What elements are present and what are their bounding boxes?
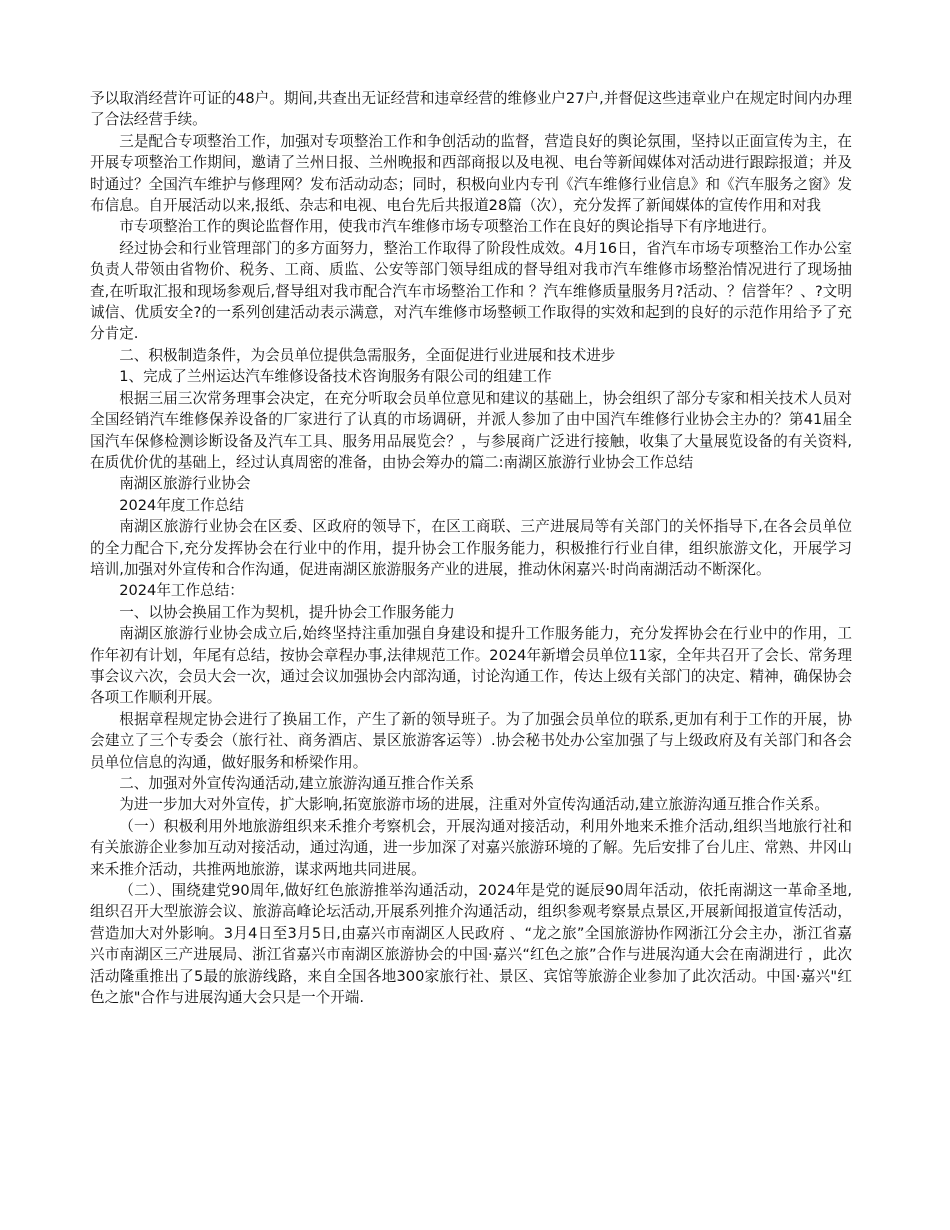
paragraph: 南湖区旅游行业协会成立后,始终坚持注重加强自身建设和提升工作服务能力，充分发挥协会在行业中的作用，工作年初有计划，年尾有总结，按协会章程办事,法律规范工作。2024年新增会员单位11家，全年共召开了会长、常务理事会议六次，会员大会一次，通过会议加强协会内部沟通，讨论沟通工作，传达上级有关部门的决定、精神，确保协会各项工作顺利开展。: [90, 625, 852, 707]
paragraph: 2024年度工作总结: [119, 496, 244, 514]
paragraph: 2024年工作总结：: [119, 582, 244, 600]
paragraph: 南湖区旅游行业协会在区委、区政府的领导下，在区工商联、三产进展局等有关部门的关怀指导下,在各会员单位的全力配合下,充分发挥协会在行业中的作用，提升协会工作服务能力，积极推行行业自律，组织旅游文化，开展学习培训,加强对外宣传和合作沟通，促进南湖区旅游服务产业的进展，推动休闲嘉兴·时尚南湖活动不断深化。: [90, 518, 852, 578]
paragraph: 1、完成了兰州运达汽车维修设备技术咨询服务有限公司的组建工作: [119, 368, 552, 386]
paragraph: 经过协会和行业管理部门的多方面努力，整治工作取得了阶段性成效。4月16日，省汽车市场专项整治工作办公室负责人带领由省物价、税务、工商、质监、公安等部门领导组成的督导组对我市汽车维修市场整治情况进行了现场抽查,在听取汇报和现场参观后,督导组对我市配合汽车市场整治工作和 ？汽车维修质量服务月?活动、？信誉年？、?文明诚信、优质安全?的一系列创建活动表示满意，对汽车维修市场整顿工作取得的实效和起到的良好的示范作用给予了充分肯定.: [90, 239, 852, 343]
paragraph: 二、加强对外宣传沟通活动,建立旅游沟通互推合作关系: [119, 775, 475, 792]
paragraph: 一、以协会换届工作为契机，提升协会工作服务能力: [119, 603, 455, 621]
paragraph: 三是配合专项整治工作，加强对专项整治工作和争创活动的监督，营造良好的舆论氛围，坚持以正面宣传为主，在开展专项整治工作期间，邀请了兰州日报、兰州晚报和西部商报以及电视、电台等新闻媒体对活动进行跟踪报道；并及时通过？全国汽车维护与修理网？发布活动动态；同时，积极向业内专刊《汽车维修行业信息》和《汽车服务之窗》发布信息。自开展活动以来,报纸、杂志和电视、电台先后共报道28篇（次），充分发挥了新闻媒体的宣传作用和对我: [90, 132, 852, 215]
document-body: [90, 88, 852, 1008]
paragraph: （二）、围绕建党90周年,做好红色旅游推举沟通活动，2024年是党的诞辰90周年活动，依托南湖这一革命圣地,组织召开大型旅游会议、旅游高峰论坛活动,开展系列推介沟通活动，组织参观考察景点景区,开展新闻报道宣传活动，营造加大对外影响。3月4日至3月5日,由嘉兴市南湖区人民政府 、“龙之旅”全国旅游协作网浙江分会主办，浙江省嘉兴市南湖区三产进展局、浙江省嘉兴市南湖区旅游协会的中国·嘉兴“红色之旅”合作与进展沟通大会在南湖进行 ，此次活动隆重推出了5最的旅游线路，来自全国各地300家旅行社、景区、宾馆等旅游企业参加了此次活动。中国·嘉兴"红色之旅"合作与进展沟通大会只是一个开端.: [90, 882, 852, 1007]
paragraph: 为进一步加大对外宣传，扩大影响,拓宽旅游市场的进展，注重对外宣传沟通活动,建立旅游沟通互推合作关系。: [119, 796, 829, 814]
paragraph: 二、积极制造条件，为会员单位提供急需服务，全面促进行业进展和技术进步: [119, 346, 616, 364]
paragraph: 南湖区旅游行业协会: [119, 475, 251, 493]
paragraph: 根据章程规定协会进行了换届工作，产生了新的领导班子。为了加强会员单位的联系,更加有利于工作的开展，协会建立了三个专委会（旅行社、商务酒店、景区旅游客运等）.协会秘书处办公室加强了与上级政府及有关部门和各会员单位信息的沟通，做好服务和桥梁作用。: [90, 710, 852, 771]
paragraph: 根据三届三次常务理事会决定，在充分听取会员单位意见和建议的基础上，协会组织了部分专家和相关技术人员对全国经销汽车维修保养设备的厂家进行了认真的市场调研，并派人参加了由中国汽车维修行业协会主办的？第41届全国汽车保修检测诊断设备及汽车工具、服务用品展览会？，与参展商广泛进行接触，收集了大量展览设备的有关资料,在质优价优的基础上，经过认真周密的准备，由协会筹办的篇二:南湖区旅游行业协会工作总结: [90, 389, 852, 471]
paragraph: 市专项整治工作的舆论监督作用，使我市汽车维修市场专项整治工作在良好的舆论指导下有序地进行。: [119, 218, 776, 236]
paragraph: 予以取消经营许可证的48户。期间,共查出无证经营和违章经营的维修业户27户,并督促这些违章业户在规定时间内办理了合法经营手续。: [90, 90, 852, 129]
paragraph: （一）积极利用外地旅游组织来禾推介考察机会，开展沟通对接活动，利用外地来禾推介活动,组织当地旅行社和有关旅游企业参加互动对接活动，通过沟通，进一步加深了对嘉兴旅游环境的了解。先后安排了台儿庄、常熟、井冈山来禾推介活动，共推两地旅游，谋求两地共同进展。: [90, 817, 852, 878]
